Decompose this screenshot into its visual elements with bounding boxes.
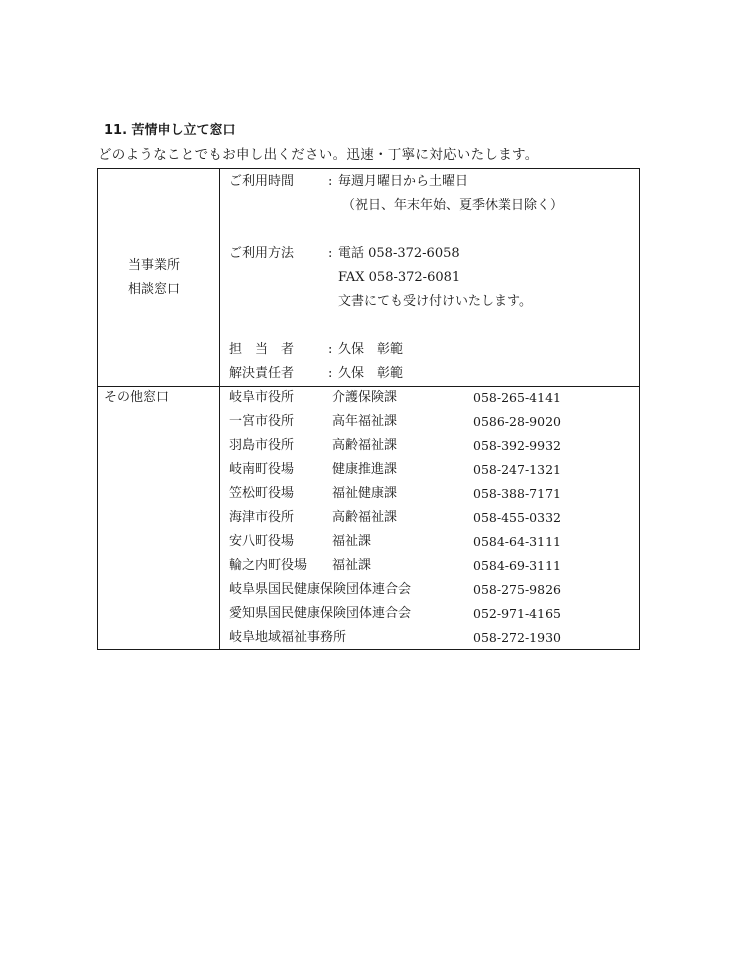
- hours-label: ご利用時間: [229, 174, 295, 189]
- org-name: 安八町役場: [229, 534, 295, 549]
- org-name: 岐阜市役所: [229, 390, 295, 405]
- office-label-line1: 当事業所: [128, 258, 181, 273]
- fax-number: FAX 058-372-6081: [338, 270, 461, 285]
- org-name: 笠松町役場: [229, 486, 295, 501]
- phone-number: 058-265-4141: [473, 390, 561, 405]
- hours-separator: :: [328, 174, 333, 189]
- dept-name: 健康推進課: [332, 462, 398, 477]
- org-name: 一宮市役所: [229, 414, 295, 429]
- phone-number: 058-455-0332: [473, 510, 561, 525]
- phone-number: 0584-64-3111: [473, 534, 561, 549]
- phone-number: 058-275-9826: [473, 582, 561, 597]
- org-name: 愛知県国民健康保険団体連合会: [229, 606, 412, 621]
- org-name: 海津市役所: [229, 510, 295, 525]
- phone-number: 058-247-1321: [473, 462, 561, 477]
- dept-name: 介護保険課: [332, 390, 398, 405]
- phone-number: 058-392-9932: [473, 438, 561, 453]
- others-label: その他窓口: [104, 390, 170, 405]
- org-name: 岐阜県国民健康保険団体連合会: [229, 582, 412, 597]
- office-label-line2: 相談窓口: [128, 282, 181, 297]
- phone-number: 058-388-7171: [473, 486, 561, 501]
- row-divider: [98, 386, 639, 387]
- column-divider: [219, 169, 220, 649]
- hours-note: （祝日、年末年始、夏季休業日除く）: [342, 198, 564, 213]
- dept-name: 高年福祉課: [332, 414, 398, 429]
- method-label: ご利用方法: [229, 246, 295, 261]
- org-name: 輪之内町役場: [229, 558, 308, 573]
- org-name: 岐南町役場: [229, 462, 295, 477]
- person-name: 久保 彰範: [338, 342, 404, 357]
- person-label: 担 当 者: [229, 342, 295, 357]
- phone-number: 0584-69-3111: [473, 558, 561, 573]
- complaint-contact-table: [97, 168, 640, 650]
- dept-name: 福祉課: [332, 558, 372, 573]
- hours-value: 毎週月曜日から土曜日: [338, 174, 469, 189]
- person-separator: :: [328, 342, 333, 357]
- tel-number: 電話 058-372-6058: [338, 246, 460, 261]
- phone-number: 058-272-1930: [473, 630, 561, 645]
- intro-text: どのようなことでもお申し出ください。迅速・丁寧に対応いたします。: [98, 147, 539, 163]
- dept-name: 福祉健康課: [332, 486, 398, 501]
- document-note: 文書にても受け付けいたします。: [338, 294, 532, 309]
- resolver-name: 久保 彰範: [338, 366, 404, 381]
- phone-number: 0586-28-9020: [473, 414, 561, 429]
- org-name: 岐阜地域福祉事務所: [229, 630, 347, 645]
- phone-number: 052-971-4165: [473, 606, 561, 621]
- dept-name: 高齢福祉課: [332, 438, 398, 453]
- org-name: 羽島市役所: [229, 438, 295, 453]
- resolver-label: 解決責任者: [229, 366, 295, 381]
- dept-name: 高齢福祉課: [332, 510, 398, 525]
- section-heading: 11. 苦情申し立て窓口: [104, 123, 236, 138]
- dept-name: 福祉課: [332, 534, 372, 549]
- method-separator: :: [328, 246, 333, 261]
- resolver-separator: :: [328, 366, 333, 381]
